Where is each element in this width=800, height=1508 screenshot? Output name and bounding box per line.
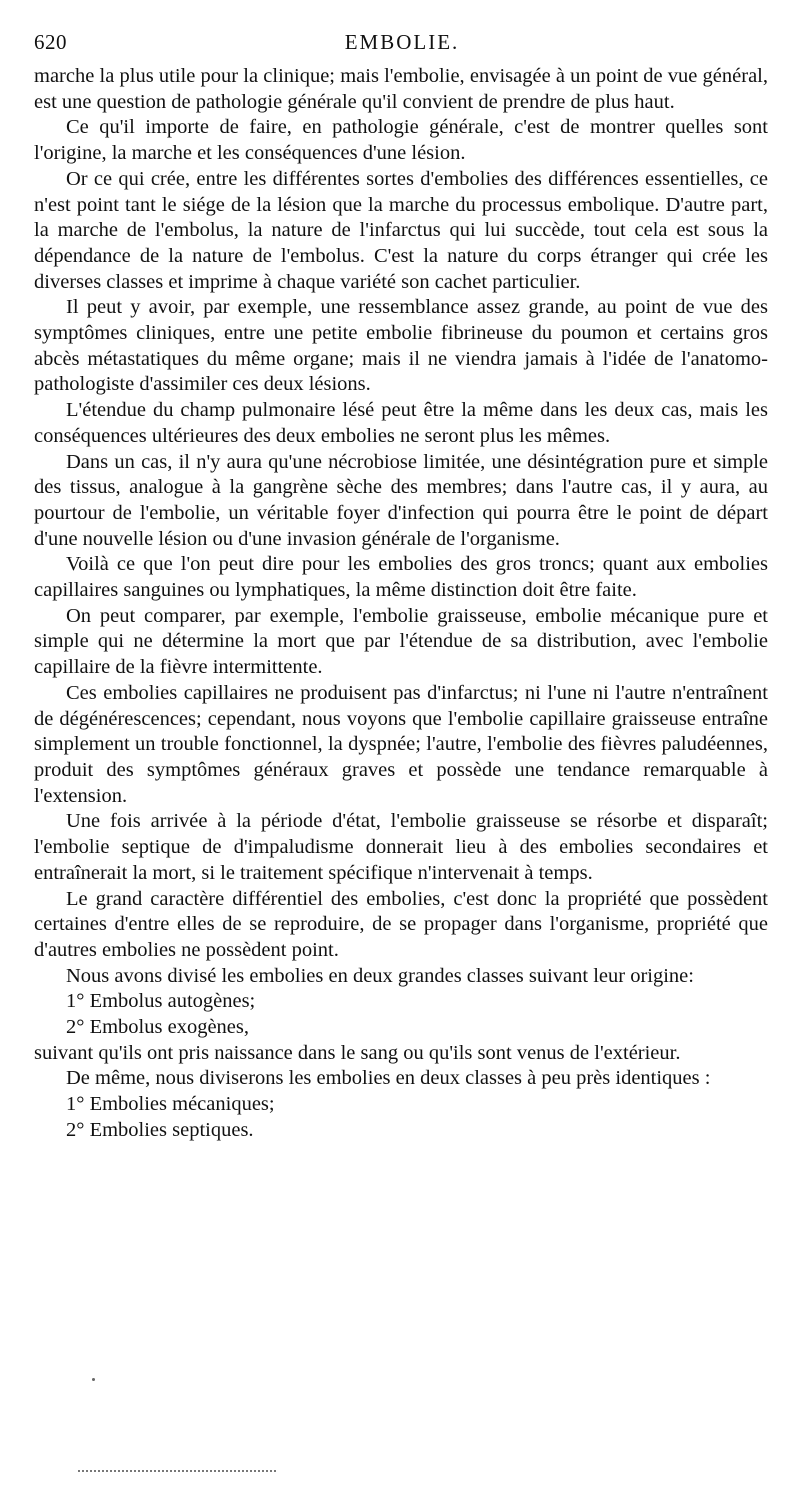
paragraph: marche la plus utile pour la clinique; mais l'embolie, envisagée à un point de vue général, est une question de pathologie générale qu'il convient de prendre de plus haut. xyxy=(34,65,768,113)
paragraph: L'étendue du champ pulmonaire lésé peut être la même dans les deux cas, mais les conséquences ultérieures des deux embolies ne seront plus les mêmes. xyxy=(34,399,768,447)
page-number: 620 xyxy=(34,30,67,54)
body-text xyxy=(34,64,768,1144)
paragraph: De même, nous diviserons les embolies en deux classes à peu près identiques : xyxy=(66,1067,711,1090)
paragraph: Le grand caractère différentiel des embolies, c'est donc la propriété que possèdent certaines d'entre elles de se reproduire, de se propager dans l'organisme, propriété que d'autres embolies ne possèdent point. xyxy=(34,887,768,961)
paragraph: Or ce qui crée, entre les différentes sortes d'embolies des différences essentielles, ce n'est point tant le siége de la lésion que la marche du processus embolique. D'autre part, la marche de l'embolus, la nature de l'infarctus qui lui succède, tout cela est sous la dépendance de la nature de l'embolus. C'est la nature du corps étranger qui crée les diverses classes et imprime à chaque variété son cachet particulier. xyxy=(34,167,768,293)
print-speck xyxy=(92,1378,95,1381)
paragraph: Voilà ce que l'on peut dire pour les embolies des gros troncs; quant aux embolies capillaires sanguines ou lymphatiques, la même distinction doit être faite. xyxy=(34,553,768,602)
paragraph: Ce qu'il importe de faire, en pathologie générale, c'est de montrer quelles sont l'origine, la marche et les conséquences d'une lésion. xyxy=(34,116,768,165)
page-header xyxy=(34,30,770,58)
paragraph: Ces embolies capillaires ne produisent pas d'infarctus; ni l'une ni l'autre n'entraînent de dégénérescences; cependant, nous voyons que l'embolie capillaire graisseuse entraîne simplement un trouble fonctionnel, la dyspnée; l'autre, l'embolie des fièvres paludéennes, produit des symptômes généraux graves et possède une tendance remarquable à l'extension. xyxy=(34,681,768,807)
list-item-origin-2: 2° Embolus exogènes, xyxy=(66,1016,249,1039)
running-title: EMBOLIE. xyxy=(344,30,460,54)
paragraph: On peut comparer, par exemple, l'embolie graisseuse, embolie mécanique pure et simple qui ne détermine la mort que par l'étendue de sa distribution, avec l'embolie capillaire de la fièvre intermittente. xyxy=(34,604,768,679)
footer-rule xyxy=(78,1470,276,1472)
paragraph: Dans un cas, il n'y aura qu'une nécrobiose limitée, une désintégration pure et simple des tissus, analogue à la gangrène sèche des membres; dans l'autre cas, il y aura, au pourtour de l'embolie, un véritable foyer d'infection qui pourra être le point de départ d'une nouvelle lésion ou d'une invasion générale de l'organisme. xyxy=(34,450,768,550)
list-item-mechanism-2: 2° Embolies septiques. xyxy=(66,1118,254,1141)
paragraph: Il peut y avoir, par exemple, une ressemblance assez grande, au point de vue des symptômes cliniques, entre une petite embolie fibrineuse du poumon et certains gros abcès métastatiques du même organe; mais il ne viendra jamais à l'idée de l'anatomo-pathologiste d'assimiler ces deux lésions. xyxy=(34,296,768,396)
list-item-origin-1: 1° Embolus autogènes; xyxy=(66,990,256,1013)
list-item-mechanism-1: 1° Embolies mécaniques; xyxy=(66,1093,275,1116)
paragraph-continuation: suivant qu'ils ont pris naissance dans le sang ou qu'ils sont venus de l'extérieur. xyxy=(34,1041,681,1064)
paragraph: Une fois arrivée à la période d'état, l'embolie graisseuse se résorbe et disparaît; l'embolie septique de d'impaludisme donnerait lieu à des embolies secondaires et entraînerait la mort, si le traitement spécifique n'intervenait à temps. xyxy=(34,810,768,884)
paragraph: Nous avons divisé les embolies en deux grandes classes suivant leur origine: xyxy=(66,964,694,987)
